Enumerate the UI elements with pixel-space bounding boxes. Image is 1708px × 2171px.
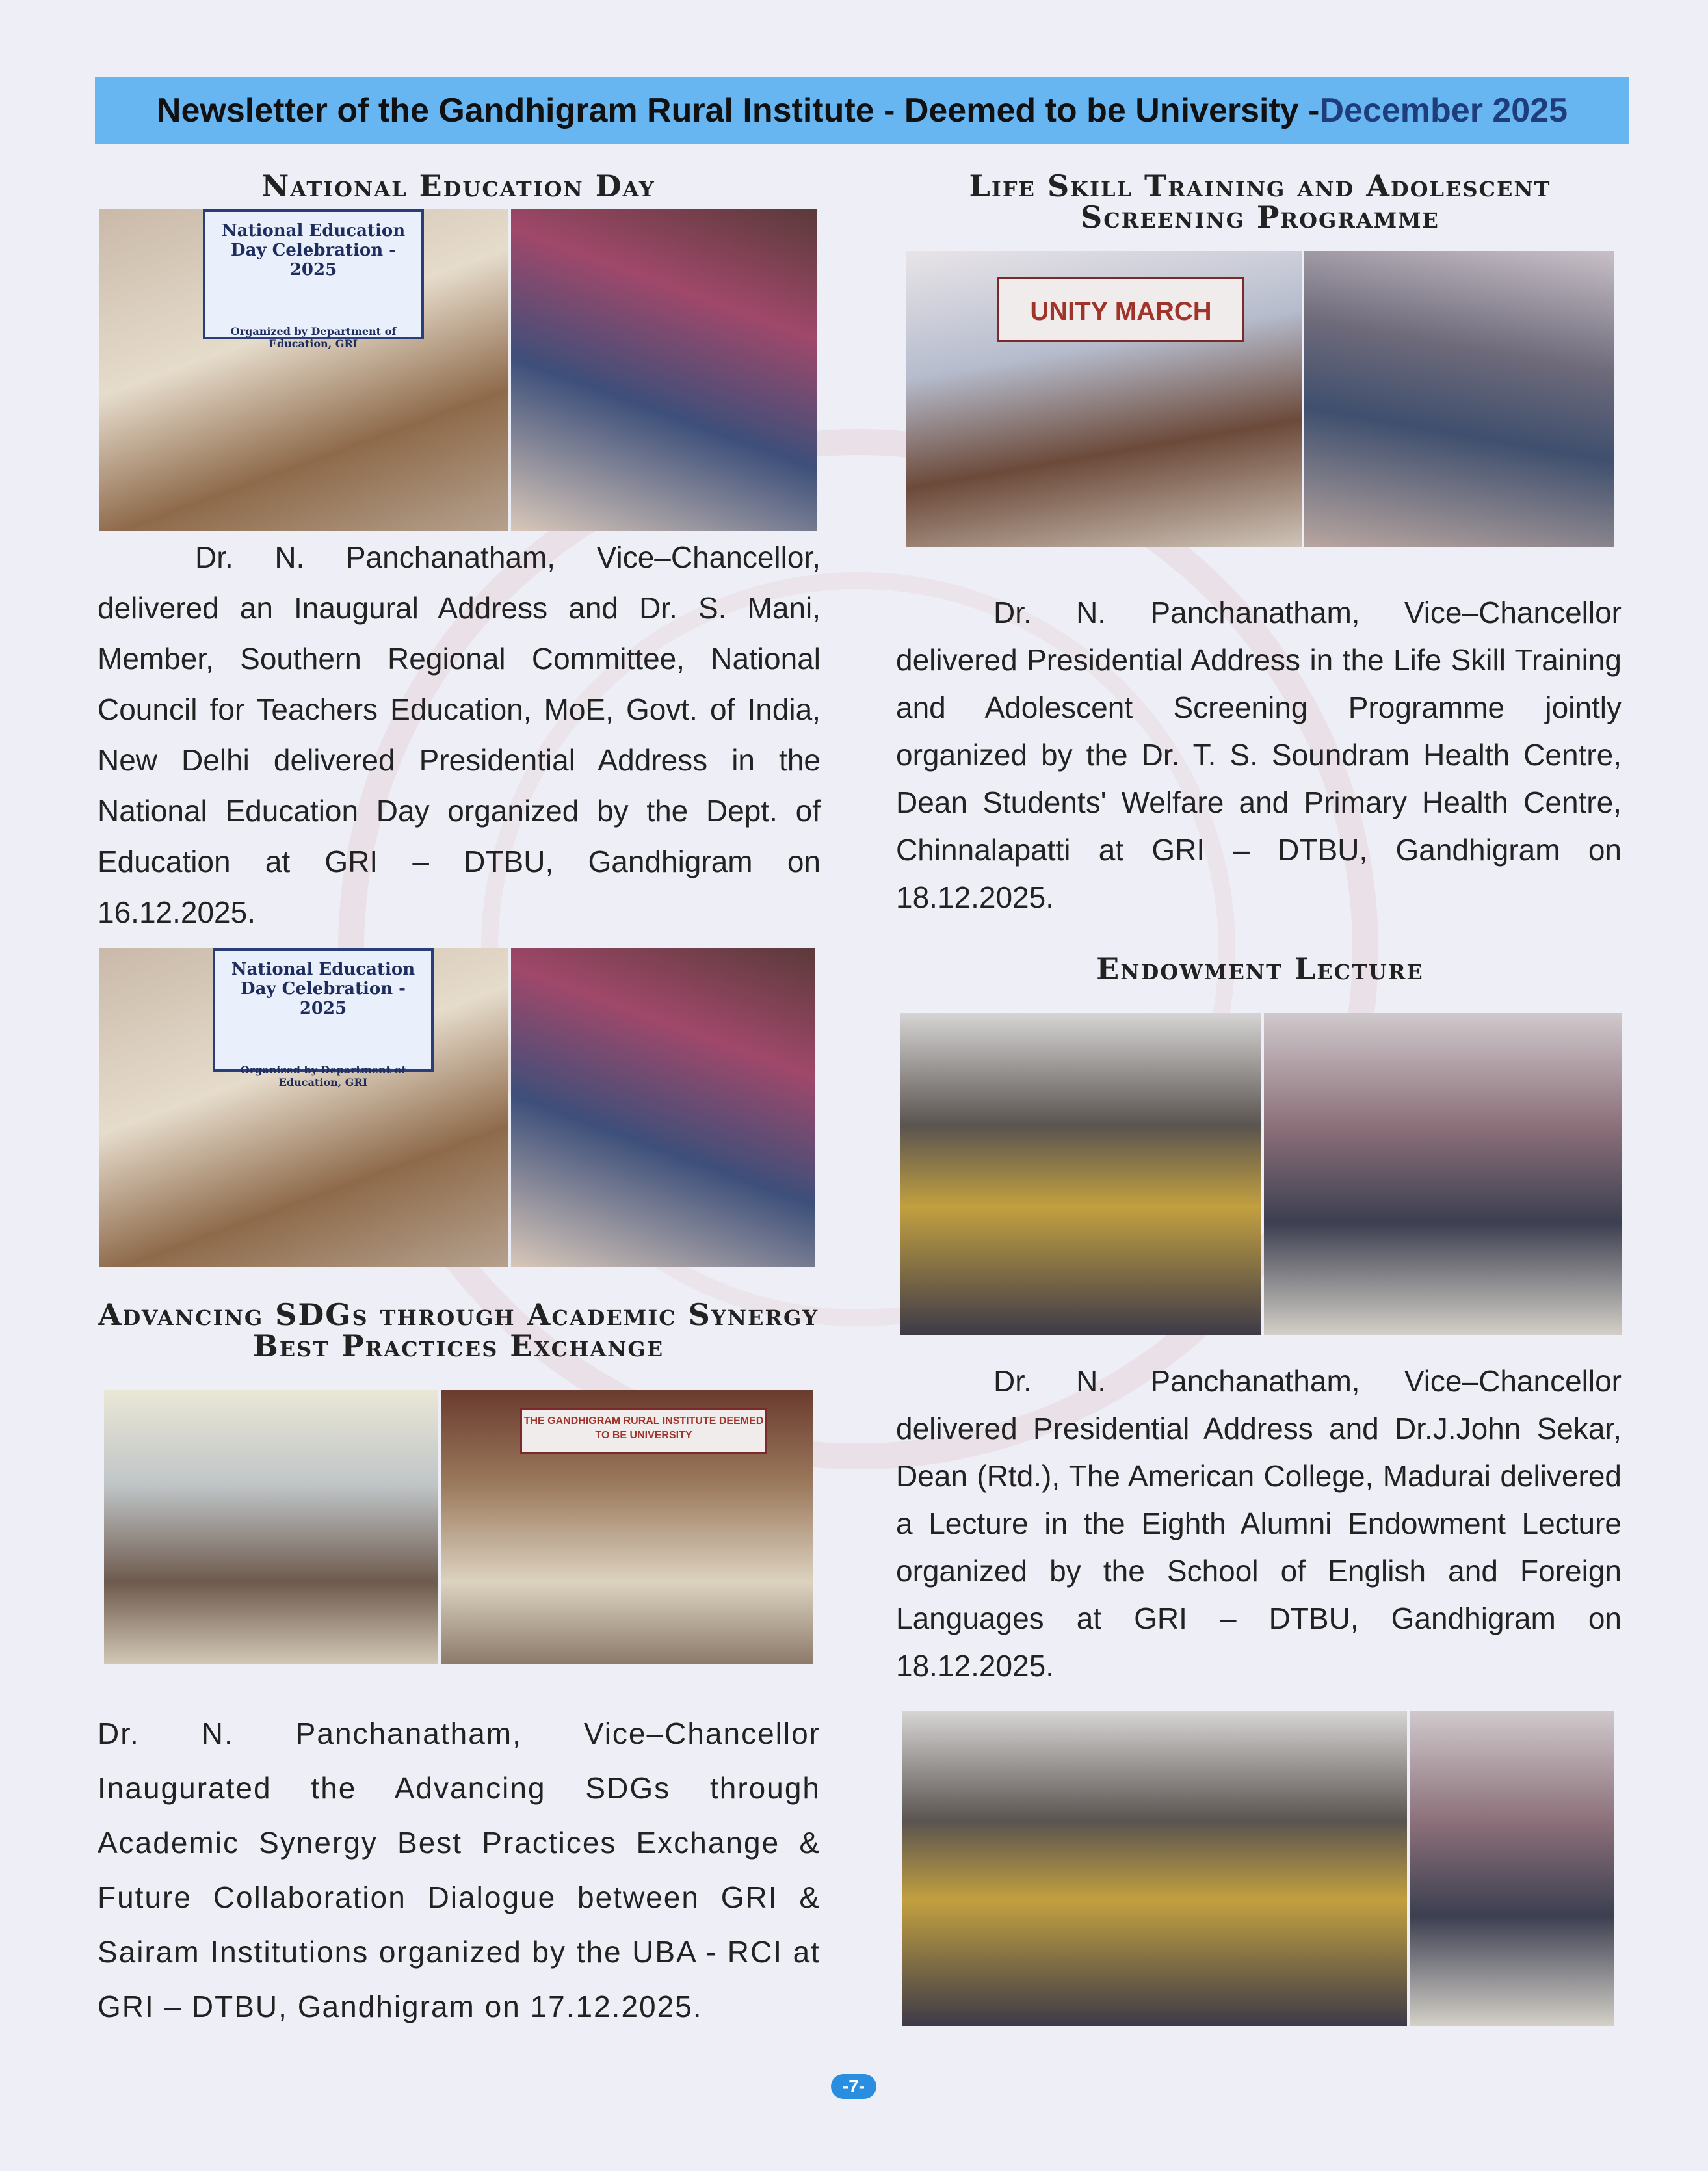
body-advancing-sdgs: Dr. N. Panchanatham, Vice–Chancellor Inaugurated the Advancing SDGs through Academic Synergy Best Practices Exchange & Future Collaboration Dialogue between GRI & Sairam Institutions organized by the UBA - RCI at GRI – DTBU, Gandhigram on 17.12.2025. <box>98 1717 821 2023</box>
photo-advancing-sdgs <box>104 1390 813 1664</box>
newsletter-header <box>95 77 1629 144</box>
body-endowment-lecture: Dr. N. Panchanatham, Vice–Chancellor delivered Presidential Address and Dr.J.John Sekar, Dean (Rtd.), The American College, Madurai delivered a Lecture in the Eighth Alumni Endowment Lecture organized by the School of English and Foreign Languages at GRI – DTBU, Gandhigram on 18.12.2025. <box>896 1364 1622 1683</box>
photo-life-skill <box>906 251 1614 547</box>
section-title-advancing-sdgs: Advancing SDGs through Academic Synergy Best Practices Exchange <box>98 1297 819 1363</box>
header-title: Newsletter of the Gandhigram Rural Institute - Deemed to be University - <box>156 92 1320 129</box>
photo-national-education-day-2: National Education Day Celebration - 2025 Organized by Department of Education, GRI <box>99 948 815 1267</box>
header-month: December 2025 <box>1319 92 1568 129</box>
page-number: -7- <box>831 2074 876 2099</box>
body-national-education-day: Dr. N. Panchanatham, Vice–Chancellor, delivered an Inaugural Address and Dr. S. Mani, Member, Southern Regional Committee, National Council for Teachers Education, MoE, Govt. of India, New Delhi delivered Presidential Address in the National Education Day organized by the Dept. of Education at GRI – DTBU, Gandhigram on 16.12.2025. <box>98 540 821 929</box>
section-title-national-education-day: National Education Day <box>261 168 655 204</box>
photo-national-education-day-1 <box>99 209 817 531</box>
photo-endowment-lecture-1 <box>900 1013 1622 1335</box>
screen-title: National Education Day Celebration - 2025 <box>221 221 406 280</box>
body-life-skill: Dr. N. Panchanatham, Vice–Chancellor delivered Presidential Address in the Life Skill Training and Adolescent Screening Programme jointly organized by the Dr. T. S. Soundram Health Centre, Dean Students' Welfare and Primary Health Centre, Chinnalapatti at GRI – DTBU, Gandhigram on 18.12.2025. <box>896 596 1622 914</box>
photo-life-skill-banner: UNITY MARCH <box>997 277 1244 342</box>
section-title-life-skill: Life Skill Training and Adolescent Screening Programme <box>969 168 1551 235</box>
photo-endowment-lecture-2 <box>902 1711 1614 2026</box>
screen-organizer: Organized by Department of Education, GRI <box>230 325 397 350</box>
section-title-endowment-lecture: Endowment Lecture <box>1096 951 1424 986</box>
photo-sdgs-banner: THE GANDHIGRAM RURAL INSTITUTE DEEMED TO BE UNIVERSITY <box>520 1408 767 1454</box>
